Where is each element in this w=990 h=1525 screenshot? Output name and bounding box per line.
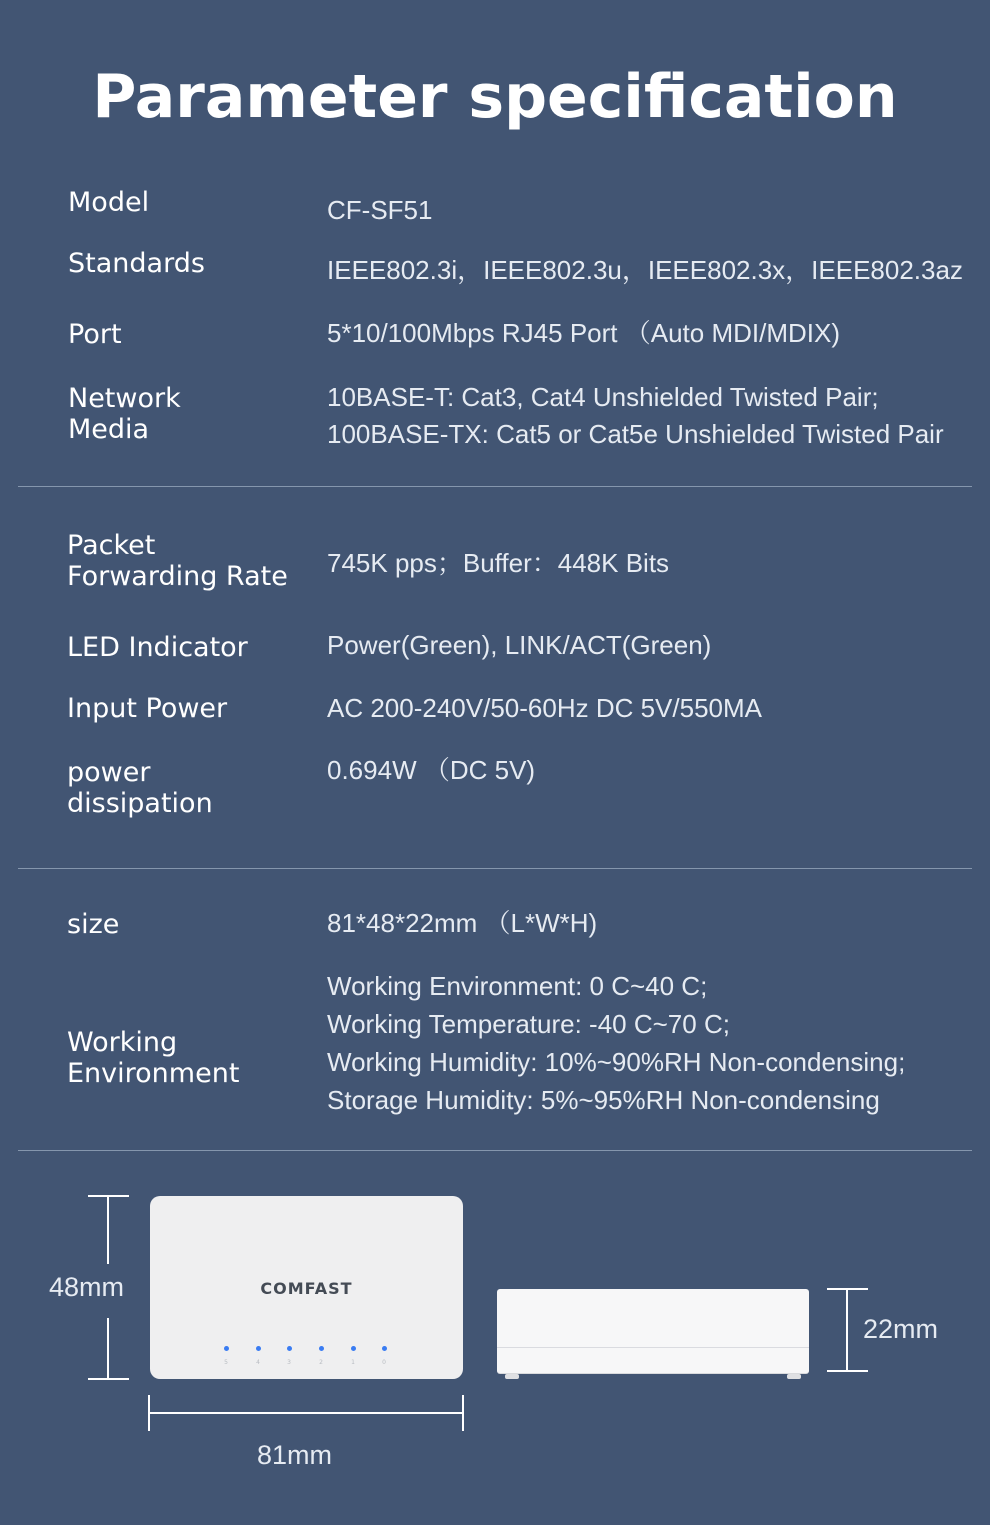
port-number: 4 [256,1359,260,1366]
spec-label-network-media: Network Media [68,383,181,445]
spec-value-size: 81*48*22mm （L*W*H) [327,908,598,938]
port-number: 3 [287,1359,291,1366]
spec-label-packet-forwarding-rate: Packet Forwarding Rate [67,530,288,592]
port-number: 2 [319,1359,323,1366]
port-number: 5 [224,1359,228,1366]
led-indicator [382,1346,387,1351]
spec-value-packet-forwarding-rate: 745K pps；Buffer：448K Bits [327,548,670,578]
device-foot [505,1374,519,1379]
length-label: 81mm [257,1440,333,1470]
spec-value-port: 5*10/100Mbps RJ45 Port （Auto MDI/MDIX) [327,318,840,348]
spec-label-port: Port [68,319,122,350]
height-label: 48mm [49,1272,125,1302]
section-divider [18,1150,972,1151]
device-side-view [497,1289,809,1374]
spec-value-model: CF-SF51 [327,195,433,225]
thickness-label: 22mm [863,1314,939,1344]
spec-value-network-media: 10BASE-T: Cat3, Cat4 Unshielded Twisted Pair; 100BASE-TX: Cat5 or Cat5e Unshielded Twisted Pair [327,382,944,449]
port-number: 1 [351,1359,355,1366]
section-divider [18,868,972,869]
device-top-view [150,1196,463,1379]
spec-label-input-power: Input Power [67,693,228,724]
dimension-line [827,1370,868,1372]
port-number: 0 [382,1359,386,1366]
led-indicator [224,1346,229,1351]
dimension-line [107,1318,109,1379]
spec-value-power-dissipation: 0.694W （DC 5V) [327,755,536,785]
device-seam [497,1347,809,1348]
spec-label-standards: Standards [68,248,205,279]
led-indicator [287,1346,292,1351]
dimension-line [462,1395,464,1431]
spec-value-input-power: AC 200-240V/50-60Hz DC 5V/550MA [327,693,763,723]
spec-label-led-indicator: LED Indicator [67,632,248,663]
led-indicator [319,1346,324,1351]
spec-label-model: Model [68,187,150,218]
spec-label-working-environment: Working Environment [67,1027,240,1089]
dimension-line [107,1196,109,1264]
led-indicator [351,1346,356,1351]
spec-label-size: size [67,909,120,940]
dimension-line [88,1378,129,1380]
spec-value-led-indicator: Power(Green), LINK/ACT(Green) [327,630,712,660]
section-divider [18,486,972,487]
brand-logo: COMFAST [260,1279,353,1298]
led-indicator [256,1346,261,1351]
spec-value-standards: IEEE802.3i，IEEE802.3u，IEEE802.3x，IEEE802.3az [327,255,963,285]
spec-value-working-environment: Working Environment: 0 C~40 C; Working Temperature: -40 C~70 C; Working Humidity: 10%~90%RH Non-condensing; Storage Humidity: 5%~95%RH Non-condensing [327,971,906,1115]
dimension-line [846,1289,848,1371]
dimension-line [149,1412,463,1414]
device-foot [787,1374,801,1379]
spec-label-power-dissipation: power dissipation [67,757,213,819]
page-title: Parameter specification [92,62,898,132]
